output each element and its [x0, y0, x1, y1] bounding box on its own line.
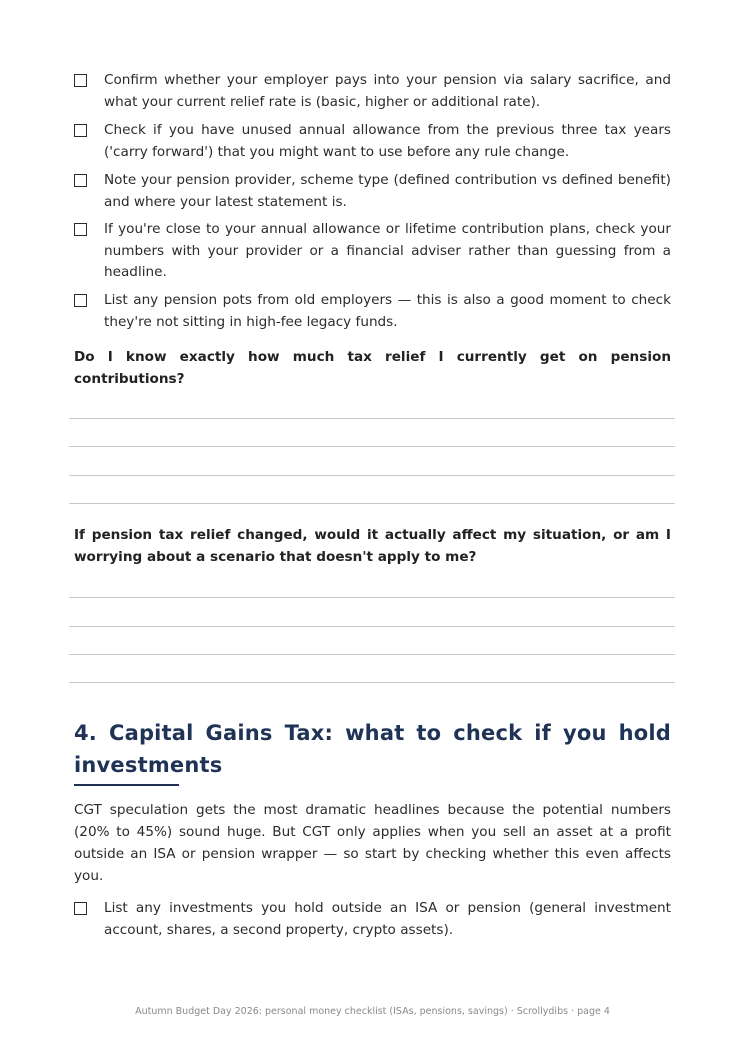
- answer-line[interactable]: [69, 626, 675, 627]
- checklist-item[interactable]: [74, 290, 671, 333]
- checkbox[interactable]: [74, 294, 87, 307]
- answer-line[interactable]: [69, 682, 675, 683]
- checklist-item[interactable]: [74, 898, 671, 941]
- checkbox[interactable]: [74, 902, 87, 915]
- checklist-item-text: Check if you have unused annual allowance from the previous three tax years ('carry forward') that you might want to use before any rule change.: [104, 122, 671, 160]
- checklist-item-text: Confirm whether your employer pays into your pension via salary sacrifice, and what your current relief rate is (basic, higher or additional rate).: [104, 72, 671, 110]
- section-heading: 4. Capital Gains Tax: what to check if you hold investments: [74, 721, 671, 777]
- answer-line[interactable]: [69, 418, 675, 419]
- checkbox[interactable]: [74, 223, 87, 236]
- checkbox[interactable]: [74, 124, 87, 137]
- checkbox[interactable]: [74, 74, 87, 87]
- answer-line[interactable]: [69, 597, 675, 598]
- checklist-item-text: List any pension pots from old employers — this is also a good moment to check they're not sitting in high-fee legacy funds.: [104, 292, 671, 330]
- checklist-item[interactable]: [74, 70, 671, 113]
- checklist-item-text: If you're close to your annual allowance or lifetime contribution plans, check your numbers with your provider or a financial adviser rather than guessing from a headline.: [104, 221, 671, 280]
- answer-line[interactable]: [69, 446, 675, 447]
- answer-line[interactable]: [69, 475, 675, 476]
- reflection-question: Do I know exactly how much tax relief I currently get on pension contributions?: [74, 349, 671, 387]
- checklist-item[interactable]: [74, 219, 671, 284]
- answer-line[interactable]: [69, 654, 675, 655]
- checklist-item-text: List any investments you hold outside an ISA or pension (general investment account, shares, a second property, crypto assets).: [104, 900, 671, 938]
- page-footer: Autumn Budget Day 2026: personal money checklist (ISAs, pensions, savings) · Scrollydibs · page 4: [135, 1006, 610, 1017]
- answer-line[interactable]: [69, 503, 675, 504]
- checkbox[interactable]: [74, 174, 87, 187]
- heading-underline: [74, 784, 179, 786]
- checklist-item-text: Note your pension provider, scheme type (defined contribution vs defined benefit) and where your latest statement is.: [104, 172, 671, 210]
- checklist-item[interactable]: [74, 120, 671, 163]
- reflection-question: If pension tax relief changed, would it actually affect my situation, or am I worrying about a scenario that doesn't apply to me?: [74, 527, 671, 565]
- section-intro: CGT speculation gets the most dramatic headlines because the potential numbers (20% to 45%) sound huge. But CGT only applies when you sell an asset at a profit outside an ISA or pension wrapper — so start by checking whether this even affects you.: [74, 802, 671, 884]
- checklist-item[interactable]: [74, 170, 671, 213]
